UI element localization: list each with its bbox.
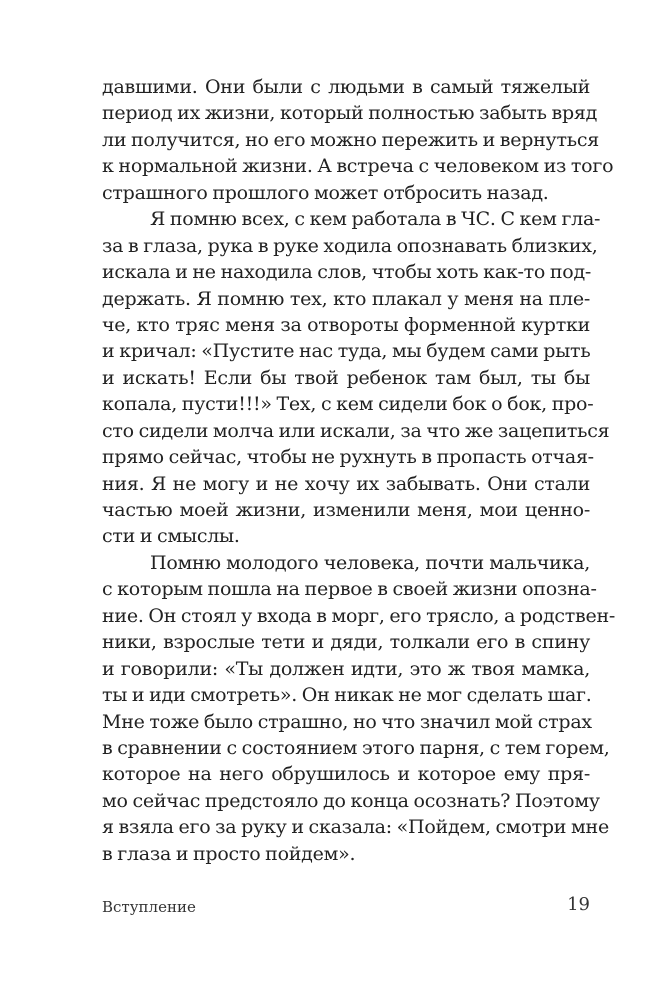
text-line: и искать! Если бы твой ребенок там был, ты бы (102, 366, 590, 389)
text-line: и говорили: «Ты должен идти, это ж твоя мамка, (102, 657, 590, 680)
text-line: Мне тоже было страшно, но что значил мой страх (102, 710, 592, 733)
text-line: копала, пусти!!!» Тех, с кем сидели бок о бок, про- (102, 393, 594, 416)
text-line: искала и не находила слов, чтобы хоть как-то под- (102, 261, 592, 284)
text-line: я взяла его за руку и сказала: «Пойдем, смотри мне (102, 816, 609, 839)
text-line: частью моей жизни, изменили меня, мои ценно- (102, 499, 590, 521)
text-line: прямо сейчас, чтобы не рухнуть в пропасть отчая- (102, 446, 594, 469)
text-line: ли получится, но его можно пережить и вернуться (102, 128, 599, 151)
text-line: период их жизни, который полностью забыть вряд (102, 102, 598, 125)
text-line: в глаза и просто пойдем». (102, 842, 356, 865)
text-line: Помню молодого человека, почти мальчика, (150, 551, 590, 574)
text-line: к нормальной жизни. А встреча с человеком из того (102, 155, 614, 178)
running-footer-section-title: Вступление (102, 898, 196, 916)
text-line: сти и смыслы. (102, 525, 240, 548)
text-line: и кричал: «Пустите нас туда, мы будем сами рыть (102, 340, 591, 363)
text-line: страшного прошлого может отбросить назад. (102, 181, 549, 204)
text-line: мо сейчас предстояло до конца осознать? Поэтому (102, 789, 600, 812)
text-line: Я помню всех, с кем работала в ЧС. С кем гла- (150, 208, 601, 231)
text-line: ники, взрослые тети и дяди, толкали его в спину (102, 631, 590, 654)
body-text (102, 74, 616, 867)
text-line: которое на него обрушилось и которое ему пря- (102, 763, 590, 786)
text-line: сто сидели молча или искали, за что же зацепиться (102, 419, 610, 442)
page-number: 19 (567, 894, 590, 915)
text-line: с которым пошла на первое в своей жизни опозна- (102, 578, 597, 601)
text-line: в сравнении с состоянием этого парня, с тем горем, (102, 736, 610, 759)
text-line: ния. Я не могу и не хочу их забывать. Они стали (102, 472, 590, 495)
text-line: че, кто тряс меня за отвороты форменной куртки (102, 313, 590, 336)
text-line: за в глаза, рука в руке ходила опознавать близких, (102, 234, 598, 257)
text-line: ние. Он стоял у входа в морг, его трясло, а родствен- (102, 604, 616, 627)
text-line: ты и иди смотреть». Он никак не мог сделать шаг. (102, 684, 592, 707)
text-line: держать. Я помню тех, кто плакал у меня на пле- (102, 287, 590, 310)
text-line: давшими. Они были с людьми в самый тяжелый (102, 76, 590, 98)
